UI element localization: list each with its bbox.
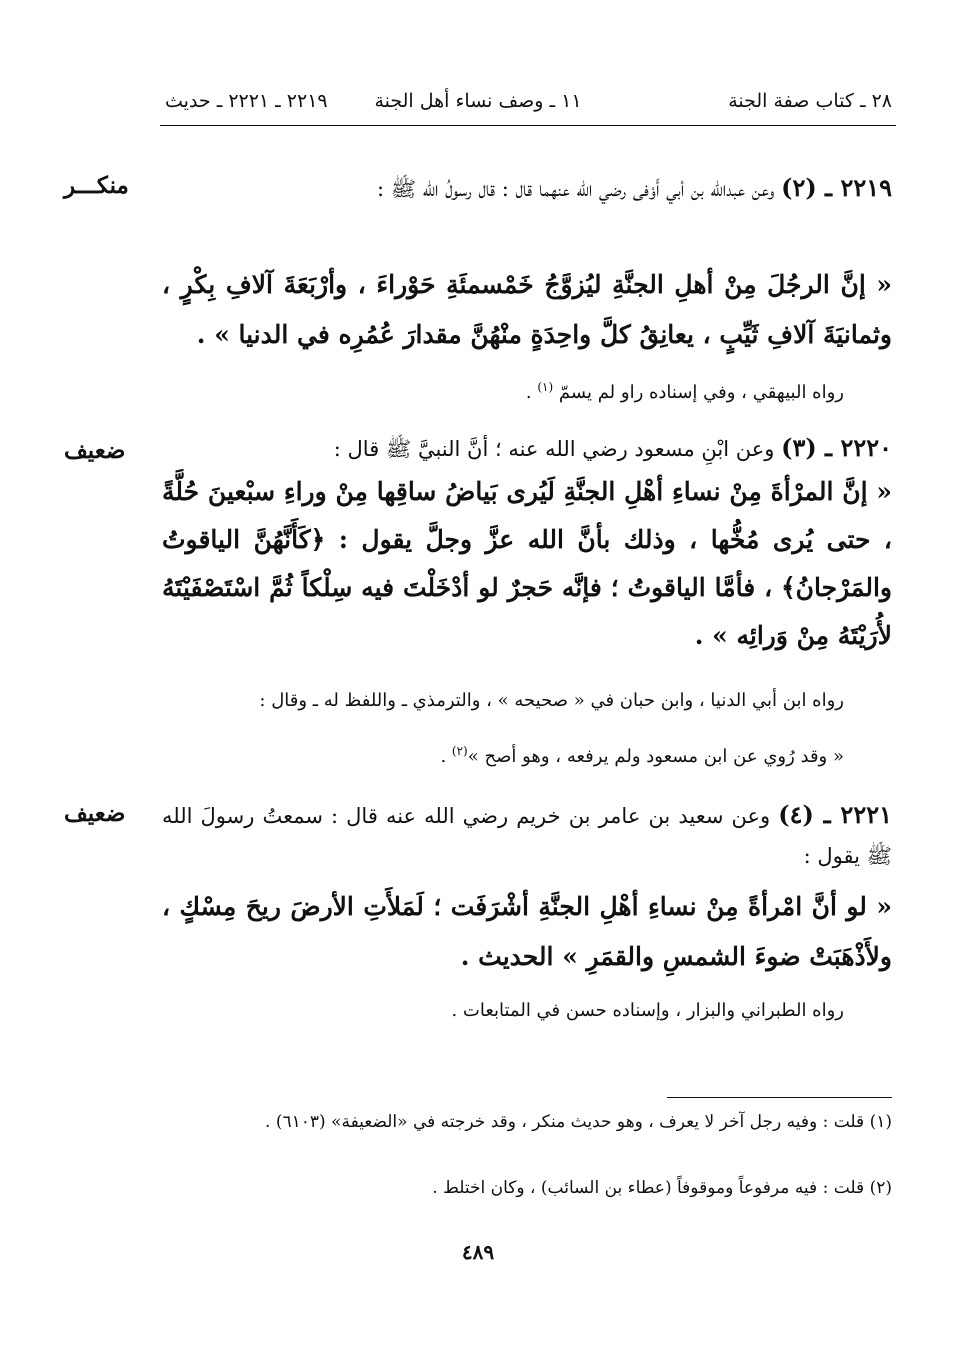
hadith-intro-text: وعن ابْنِ مسعود رضي الله عنه ؛ أنَّ النبيَّ ﷺ قال : [333, 437, 775, 461]
hadith-2220-source-line-2 [164, 736, 844, 772]
grade-label-2220: ضعيف [64, 437, 126, 464]
hadith-number: ٢٢٢٠ ـ (٣) [781, 433, 892, 462]
hadith-2221-intro [162, 795, 892, 876]
header-rule [160, 125, 896, 126]
hadith-2219-intro [162, 168, 892, 209]
footnote-rule [667, 1097, 892, 1098]
header-range: ٢٢١٩ ـ ٢٢٢١ ـ حديث [165, 90, 328, 112]
hadith-number: ٢٢١٩ ـ (٢) [781, 173, 892, 202]
hadith-intro-text: وعن عبدالله بن أبي أَوْفى رضي الله عنهما قال : قال رسولُ الله ﷺ : [376, 177, 775, 201]
hadith-2220-intro [272, 428, 892, 469]
source-text: « وقد رُوي عن ابن مسعود ولم يرفعه ، وهو أصح » [467, 746, 844, 767]
hadith-intro-text: وعن سعيد بن عامر بن خريم رضي الله عنه قال : سمعتُ رسولَ الله ﷺ يقول : [162, 804, 892, 868]
hadith-2219-matn: « إنَّ الرجُلَ مِنْ أهلِ الجنَّةِ ليُزوَّجُ خَمْسمئَةِ حَوْراءَ ، وأرْبَعَةَ آلافِ بِكْرٍ ، وثمانيَةَ آلافِ ثَيِّبٍ ، يعانِقُ كلَّ واحِدَةٍ منْهُنَّ مقدارَ عُمُرِه في الدنيا » . [162, 270, 892, 349]
footnote-2: (٢) قلت : فيه مرفوعاً وموقوفاً (عطاء بن السائب) ، وكان اختلط . [432, 1178, 892, 1198]
header-chapter: ٢٨ ـ كتاب صفة الجنة [728, 90, 892, 112]
footnote-ref: (٢) [451, 744, 468, 758]
footnote-1: (١) قلت : وفيه رجل آخر لا يعرف ، وهو حديث منكر ، وقد خرجته في «الضعيفة» (٦١٠٣) . [265, 1112, 892, 1132]
hadith-2219-source [164, 372, 844, 408]
hadith-2220-matn: « إنَّ المرْأةَ مِنْ نساءِ أهْلِ الجنَّةِ لَيُرى بَياضُ ساقِها مِنْ وراءِ سبْعينَ حُلَّةً ، حتى يُرى مُخُّها ، وذلك بأنَّ الله عزَّ وجلَّ يقول : ﴿كَأَنَّهُنَّ الياقوتُ والمَرْجانُ﴾ ، فأمَّا الياقوتُ ؛ فإنَّه حَجرٌ لو أدْخَلْتَ فيه سِلْكاً ثُمَّ اسْتَصْفَيْتَهُ لأُرَيْتَهُ مِنْ وَرائِه » . [162, 477, 892, 650]
source-end: . [440, 746, 452, 767]
footnote-ref: (١) [537, 380, 554, 394]
hadith-2220-source-line-1: رواه ابن أبي الدنيا ، وابن حبان في « صحيحه » ، والترمذي ـ واللفظ له ـ وقال : [259, 690, 844, 711]
page-number: ٤٨٩ [461, 1240, 495, 1264]
hadith-2221-matn: « لو أنَّ امْرأةً مِنْ نساءِ أهْلِ الجنَّةِ أشْرَفَت ؛ لَمَلأَتِ الأرضَ ريحَ مِسْكٍ ، ولأَذْهَبَتْ ضوءَ الشمسِ والقمَرِ » الحديث . [162, 892, 892, 971]
header-section: ١١ ـ وصف نساء أهل الجنة [374, 90, 582, 112]
source-end: . [525, 382, 538, 403]
hadith-2221-source: رواه الطبراني والبزار ، وإسناده حسن في المتابعات . [451, 1000, 844, 1021]
hadith-number: ٢٢٢١ ـ (٤) [778, 800, 892, 829]
grade-label-2221: ضعيف [64, 800, 126, 827]
source-text: رواه البيهقي ، وفي إسناده راو لم يسمّ [558, 382, 844, 403]
grade-label-2219: منكـــر [64, 172, 129, 199]
